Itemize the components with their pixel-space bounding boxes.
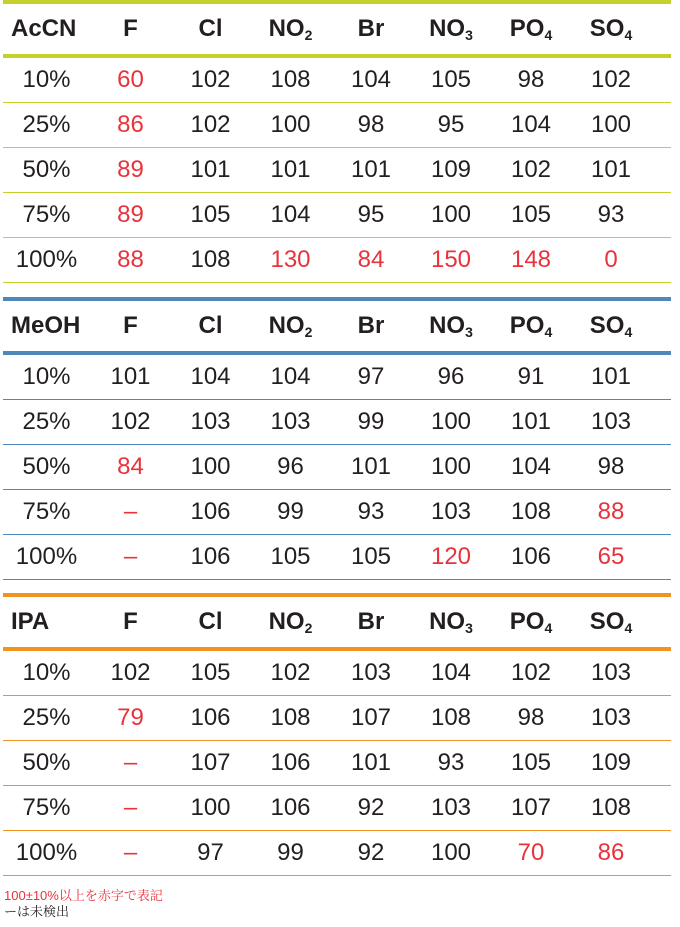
ion-header <box>331 15 411 43</box>
table-row <box>3 400 671 445</box>
recovery-value: 103 <box>590 704 632 731</box>
ion-subscript: 3 <box>465 324 473 340</box>
recovery-value: 101 <box>350 453 392 480</box>
recovery-value: 105 <box>510 749 552 776</box>
ion-header <box>171 608 250 636</box>
recovery-value: 102 <box>110 408 151 435</box>
recovery-value: 92 <box>357 794 385 821</box>
footnotes <box>4 888 163 920</box>
solvent-label: IPA <box>11 608 50 635</box>
ion-header <box>171 15 250 43</box>
recovery-value: 107 <box>350 704 392 731</box>
concentration-label: 10% <box>22 66 71 93</box>
solvent-label: MeOH <box>11 312 81 339</box>
table-row <box>3 445 671 490</box>
recovery-value: 106 <box>270 794 311 821</box>
ion-symbol: F <box>123 15 138 42</box>
recovery-value: 104 <box>270 363 311 390</box>
recovery-value: 108 <box>590 794 632 821</box>
table-row <box>3 651 671 696</box>
concentration-label: 100% <box>15 246 78 273</box>
recovery-value: 148 <box>510 246 552 273</box>
recovery-value: 108 <box>270 66 311 93</box>
table-meoh <box>3 297 671 580</box>
ion-header <box>411 312 491 340</box>
recovery-value: 96 <box>437 363 465 390</box>
recovery-value: 84 <box>117 453 144 480</box>
concentration-label: 75% <box>22 498 71 525</box>
ion-symbol: Cl <box>198 608 223 635</box>
table-row <box>3 696 671 741</box>
recovery-value: 93 <box>597 201 625 228</box>
recovery-value: 108 <box>430 704 472 731</box>
ion-subscript: 3 <box>465 620 473 636</box>
recovery-value: 101 <box>590 363 632 390</box>
recovery-value: 105 <box>270 543 311 570</box>
recovery-value: 107 <box>190 749 231 776</box>
recovery-value: 84 <box>357 246 385 273</box>
recovery-value: 103 <box>270 408 311 435</box>
ion-header <box>571 608 651 636</box>
ion-subscript: 3 <box>465 27 473 43</box>
recovery-value: 101 <box>110 363 151 390</box>
recovery-value: 106 <box>190 498 231 525</box>
ion-subscript: 4 <box>544 324 553 340</box>
recovery-value: 79 <box>117 704 144 731</box>
table-row <box>3 148 671 193</box>
ion-subscript: 4 <box>624 324 633 340</box>
ion-symbol: PO <box>509 15 545 42</box>
recovery-value: 102 <box>190 111 231 138</box>
recovery-value: 106 <box>190 704 231 731</box>
ion-header <box>90 608 171 636</box>
recovery-value: 99 <box>277 498 304 525</box>
table-row <box>3 786 671 831</box>
recovery-value: 89 <box>117 201 144 228</box>
recovery-value: 120 <box>430 543 472 570</box>
recovery-value: 92 <box>357 839 385 866</box>
concentration-label: 25% <box>22 704 71 731</box>
recovery-value: – <box>123 749 138 776</box>
recovery-value: 95 <box>357 201 385 228</box>
recovery-value: 104 <box>510 453 552 480</box>
recovery-value: – <box>123 498 138 525</box>
ion-symbol: SO <box>589 312 625 339</box>
ion-header <box>411 608 491 636</box>
ion-symbol: NO <box>429 15 466 42</box>
recovery-value: 102 <box>270 659 311 686</box>
recovery-value: 98 <box>517 704 545 731</box>
table-row <box>3 741 671 786</box>
recovery-value: 98 <box>517 66 545 93</box>
recovery-value: 103 <box>430 794 472 821</box>
recovery-value: 101 <box>190 156 231 183</box>
ion-header <box>491 312 571 340</box>
ion-symbol: PO <box>509 312 545 339</box>
recovery-value: 103 <box>590 659 632 686</box>
recovery-value: 102 <box>190 66 231 93</box>
concentration-label: 75% <box>22 794 71 821</box>
recovery-value: – <box>123 543 138 570</box>
recovery-value: 104 <box>270 201 311 228</box>
ion-subscript: 4 <box>544 620 553 636</box>
concentration-label: 50% <box>22 749 71 776</box>
concentration-label: 50% <box>22 156 71 183</box>
concentration-label: 10% <box>22 659 71 686</box>
recovery-value: 104 <box>350 66 392 93</box>
ion-symbol: Br <box>357 15 385 42</box>
recovery-value: 98 <box>357 111 385 138</box>
recovery-value: 0 <box>604 246 618 273</box>
recovery-value: 108 <box>190 246 231 273</box>
recovery-value: 108 <box>270 704 311 731</box>
ion-subscript: 2 <box>304 324 313 340</box>
recovery-value: 100 <box>270 111 311 138</box>
ion-symbol: NO <box>268 608 305 635</box>
recovery-value: 101 <box>590 156 632 183</box>
ion-header <box>571 15 651 43</box>
concentration-label: 10% <box>22 363 71 390</box>
recovery-value: 106 <box>510 543 552 570</box>
ion-symbol: NO <box>268 312 305 339</box>
recovery-value: 130 <box>270 246 311 273</box>
recovery-value: 86 <box>597 839 625 866</box>
table-row <box>3 58 671 103</box>
ion-header <box>491 15 571 43</box>
recovery-value: 105 <box>190 659 231 686</box>
ion-header <box>90 312 171 340</box>
recovery-value: 101 <box>350 156 392 183</box>
recovery-value: 96 <box>277 453 304 480</box>
ion-symbol: Br <box>357 312 385 339</box>
recovery-value: 106 <box>270 749 311 776</box>
recovery-value: 102 <box>590 66 632 93</box>
ion-symbol: SO <box>589 15 625 42</box>
recovery-value: 104 <box>430 659 472 686</box>
footnote-not-detected: ーは未検出 <box>4 904 70 919</box>
ion-symbol: NO <box>429 312 466 339</box>
table-row <box>3 355 671 400</box>
recovery-value: 88 <box>117 246 144 273</box>
concentration-label: 75% <box>22 201 71 228</box>
recovery-value: – <box>123 794 138 821</box>
ion-header <box>331 312 411 340</box>
solvent-label: AcCN <box>11 15 77 42</box>
ion-subscript: 2 <box>304 27 313 43</box>
recovery-value: 100 <box>430 453 472 480</box>
recovery-value: 103 <box>590 408 632 435</box>
recovery-value: 109 <box>430 156 472 183</box>
table-row <box>3 238 671 283</box>
concentration-label: 100% <box>15 839 78 866</box>
recovery-value: 103 <box>430 498 472 525</box>
ion-subscript: 4 <box>624 620 633 636</box>
table-row <box>3 490 671 535</box>
ion-symbol: F <box>123 608 138 635</box>
ion-header <box>250 312 331 340</box>
ion-symbol: Cl <box>198 312 223 339</box>
table-header-row <box>3 301 671 351</box>
recovery-value: 100 <box>430 201 472 228</box>
recovery-value: 100 <box>590 111 632 138</box>
ion-header <box>491 608 571 636</box>
recovery-value: 99 <box>357 408 385 435</box>
recovery-value: 91 <box>517 363 545 390</box>
recovery-value: 100 <box>190 794 231 821</box>
ion-symbol: NO <box>429 608 466 635</box>
recovery-value: 104 <box>510 111 552 138</box>
ion-subscript: 4 <box>624 27 633 43</box>
ion-symbol: SO <box>589 608 625 635</box>
recovery-value: 99 <box>277 839 304 866</box>
recovery-value: 103 <box>190 408 231 435</box>
recovery-value: 70 <box>517 839 545 866</box>
recovery-value: 107 <box>510 794 552 821</box>
table-ipa <box>3 593 671 876</box>
ion-header <box>411 15 491 43</box>
recovery-value: 105 <box>510 201 552 228</box>
recovery-value: 104 <box>190 363 231 390</box>
recovery-value: 93 <box>357 498 385 525</box>
concentration-label: 50% <box>22 453 71 480</box>
recovery-value: 102 <box>510 659 552 686</box>
recovery-value: 95 <box>437 111 465 138</box>
recovery-value: 101 <box>510 408 552 435</box>
table-accn <box>3 0 671 283</box>
recovery-value: 150 <box>430 246 472 273</box>
ion-header <box>331 608 411 636</box>
table-row <box>3 831 671 876</box>
table-row <box>3 193 671 238</box>
recovery-value: 108 <box>510 498 552 525</box>
ion-header <box>171 312 250 340</box>
recovery-value: 89 <box>117 156 144 183</box>
recovery-value: 93 <box>437 749 465 776</box>
table-row <box>3 103 671 148</box>
table-row <box>3 535 671 580</box>
ion-symbol: PO <box>509 608 545 635</box>
recovery-value: 105 <box>350 543 392 570</box>
ion-symbol: Cl <box>198 15 223 42</box>
recovery-value: 103 <box>350 659 392 686</box>
recovery-value: 101 <box>270 156 311 183</box>
recovery-value: 105 <box>430 66 472 93</box>
table-header-row <box>3 597 671 647</box>
recovery-value: 65 <box>597 543 625 570</box>
recovery-value: 106 <box>190 543 231 570</box>
ion-header <box>250 608 331 636</box>
ion-subscript: 2 <box>304 620 313 636</box>
ion-symbol: Br <box>357 608 385 635</box>
ion-header <box>90 15 171 43</box>
ion-subscript: 4 <box>544 27 553 43</box>
recovery-value: 98 <box>597 453 625 480</box>
concentration-label: 25% <box>22 408 71 435</box>
recovery-value: 100 <box>430 408 472 435</box>
recovery-value: 60 <box>117 66 144 93</box>
ion-header <box>571 312 651 340</box>
recovery-value: 88 <box>597 498 625 525</box>
ion-symbol: NO <box>268 15 305 42</box>
footnote-red-legend: 100±10%以上を赤字で表記 <box>4 888 163 903</box>
concentration-label: 100% <box>15 543 78 570</box>
recovery-value: 109 <box>590 749 632 776</box>
concentration-label: 25% <box>22 111 71 138</box>
recovery-value: 100 <box>190 453 231 480</box>
recovery-value: 101 <box>350 749 392 776</box>
ion-symbol: F <box>123 312 138 339</box>
recovery-value: 100 <box>430 839 472 866</box>
recovery-value: 86 <box>117 111 144 138</box>
recovery-value: – <box>123 839 138 866</box>
recovery-value: 102 <box>510 156 552 183</box>
recovery-value: 102 <box>110 659 151 686</box>
ion-header <box>250 15 331 43</box>
recovery-value: 97 <box>357 363 385 390</box>
recovery-value: 97 <box>197 839 224 866</box>
recovery-value: 105 <box>190 201 231 228</box>
table-header-row <box>3 4 671 54</box>
